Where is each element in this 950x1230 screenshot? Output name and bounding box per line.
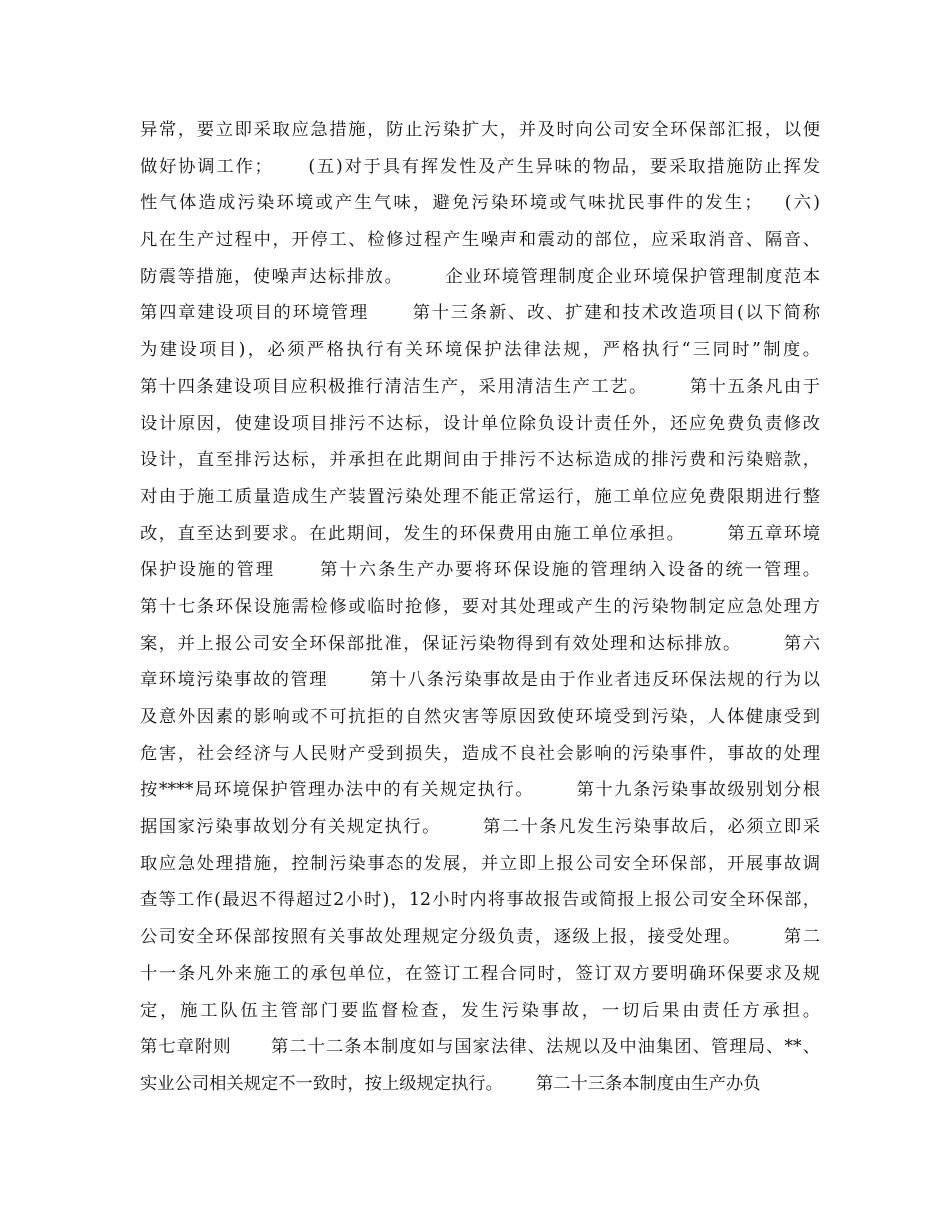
text-line: 保护设施的管理 第十六条生产办要将环保设施的管理纳入设备的统一管理。	[140, 560, 820, 581]
text-line: 按****局环境保护管理办法中的有关规定执行。 第十九条污染事故级别划分根	[140, 780, 820, 801]
text-line: 据国家污染事故划分有关规定执行。 第二十条凡发生污染事故后，必须立即采	[140, 817, 820, 838]
text-line: 定，施工队伍主管部门要监督检查，发生污染事故，一切后果由责任方承担。	[140, 1000, 820, 1021]
text-line: 异常，要立即采取应急措施，防止污染扩大，并及时向公司安全环保部汇报，以便	[140, 120, 820, 140]
document-body	[140, 112, 820, 1103]
text-line: 性气体造成污染环境或产生气味，避免污染环境或气味扰民事件的发生； (六)	[140, 193, 820, 214]
text-line: 凡在生产过程中，开停工、检修过程产生噪声和震动的部位，应采取消音、隔音、	[140, 230, 820, 251]
text-line: 第七章附则 第二十二条本制度如与国家法律、法规以及中油集团、管理局、**、	[140, 1037, 820, 1058]
text-line: 设计，直至排污达标，并承担在此期间由于排污不达标造成的排污费和污染赔款，	[140, 450, 820, 471]
text-line: 设计原因，使建设项目排污不达标，设计单位除负设计责任外，还应免费负责修改	[140, 413, 820, 434]
text-line: 章环境污染事故的管理 第十八条污染事故是由于作业者违反环保法规的行为以	[140, 670, 820, 691]
text-line: 防震等措施，使噪声达标排放。 企业环境管理制度企业环境保护管理制度范本	[140, 266, 820, 287]
text-line: 对由于施工质量造成生产装置污染处理不能正常运行，施工单位应免费限期进行整	[140, 486, 820, 507]
text-line: 公司安全环保部按照有关事故处理规定分级负责，逐级上报，接受处理。 第二	[140, 927, 820, 948]
text-line: 做好协调工作； (五)对于具有挥发性及产生异味的物品，要采取措施防止挥发	[140, 156, 820, 177]
text-line: 查等工作(最迟不得超过2小时)，12小时内将事故报告或简报上报公司安全环保部，	[140, 890, 820, 911]
text-line: 案，并上报公司安全环保部批准，保证污染物得到有效处理和达标排放。 第六	[140, 633, 820, 654]
text-line: 第四章建设项目的环境管理 第十三条新、改、扩建和技术改造项目(以下简称	[140, 303, 820, 324]
text-line: 第十四条建设项目应积极推行清洁生产，采用清洁生产工艺。 第十五条凡由于	[140, 376, 820, 397]
text-line: 取应急处理措施，控制污染事态的发展，并立即上报公司安全环保部，开展事故调	[140, 853, 820, 874]
text-line: 第十七条环保设施需检修或临时抢修，要对其处理或产生的污染物制定应急处理方	[140, 596, 820, 617]
text-line: 改，直至达到要求。在此期间，发生的环保费用由施工单位承担。 第五章环境	[140, 523, 820, 544]
text-line: 及意外因素的影响或不可抗拒的自然灾害等原因致使环境受到污染，人体健康受到	[140, 707, 820, 727]
text-line: 危害，社会经济与人民财产受到损失，造成不良社会影响的污染事件，事故的处理	[140, 743, 820, 764]
text-line: 十一条凡外来施工的承包单位，在签订工程合同时，签订双方要明确环保要求及规	[140, 963, 820, 984]
text-line: 实业公司相关规定不一致时，按上级规定执行。 第二十三条本制度由生产办负	[140, 1073, 761, 1094]
text-line: 为建设项目)，必须严格执行有关环境保护法律法规，严格执行“三同时”制度。	[140, 340, 820, 361]
